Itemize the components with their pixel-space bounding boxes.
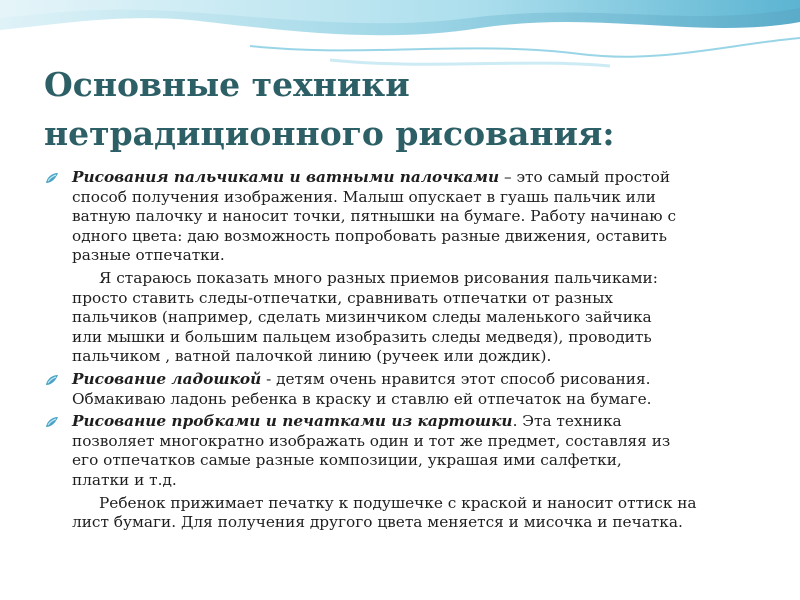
item-line: - детям очень нравится этот способ рисования. [261,369,651,388]
item-line: разные отпечатки. [72,246,225,265]
item-lead: Рисование пробками и печатками из картошки [72,412,513,431]
item-line: платки и т.д. [72,470,177,489]
title-line-1: Основные техники [44,65,410,104]
item-line: Обмакиваю ладонь ребенка в краску и ставлю ей отпечаток на бумаге. [72,389,652,408]
item-line: . Эта техника [512,412,622,431]
item-line: способ получения изображения. Малыш опускает в гуашь пальчик или [72,187,656,206]
list-item [44,370,759,409]
list-item-sub [44,494,759,533]
item-line: одного цвета: даю возможность попробовать разные движения, оставить [72,226,667,245]
water-drop-icon [45,172,59,184]
item-lead: Рисования пальчиками и ватными палочками [72,168,500,186]
item-line: или мышки и большим пальцем изобразить следы медведя), проводить [72,327,652,346]
item-line: позволяет многократно изображать один и тот же предмет, составляя из [72,431,671,450]
item-lead: Рисование ладошкой [72,369,262,388]
item-line: его отпечатков самые разные композиции, украшая ими салфетки, [72,451,622,470]
item-line: Я стараюсь показать много разных приемов рисования пальчиками: [99,268,658,287]
item-line: просто ставить следы-отпечатки, сравнивать отпечатки от разных [72,288,613,307]
page-title [44,60,764,158]
item-line: лист бумаги. Для получения другого цвета меняется и мисочка и печатка. [72,513,683,532]
title-line-2: нетрадиционного рисования: [44,114,615,153]
list-item-sub [44,269,759,367]
item-line: – это самый простой [499,168,671,186]
list-item [44,412,759,490]
item-line: Ребенок прижимает печатку к подушечке с краской и наносит оттиск на [99,493,697,512]
water-drop-icon [45,374,59,386]
water-drop-icon [45,416,59,428]
item-line: пальчиков (например, сделать мизинчиком следы маленького зайчика [72,308,652,327]
list-item [44,168,759,266]
item-line: пальчиком , ватной палочкой линию (ручеек или дождик). [72,347,552,366]
item-line: ватную палочку и наносит точки, пятнышки на бумаге. Работу начинаю с [72,207,677,226]
content-list [44,168,759,536]
